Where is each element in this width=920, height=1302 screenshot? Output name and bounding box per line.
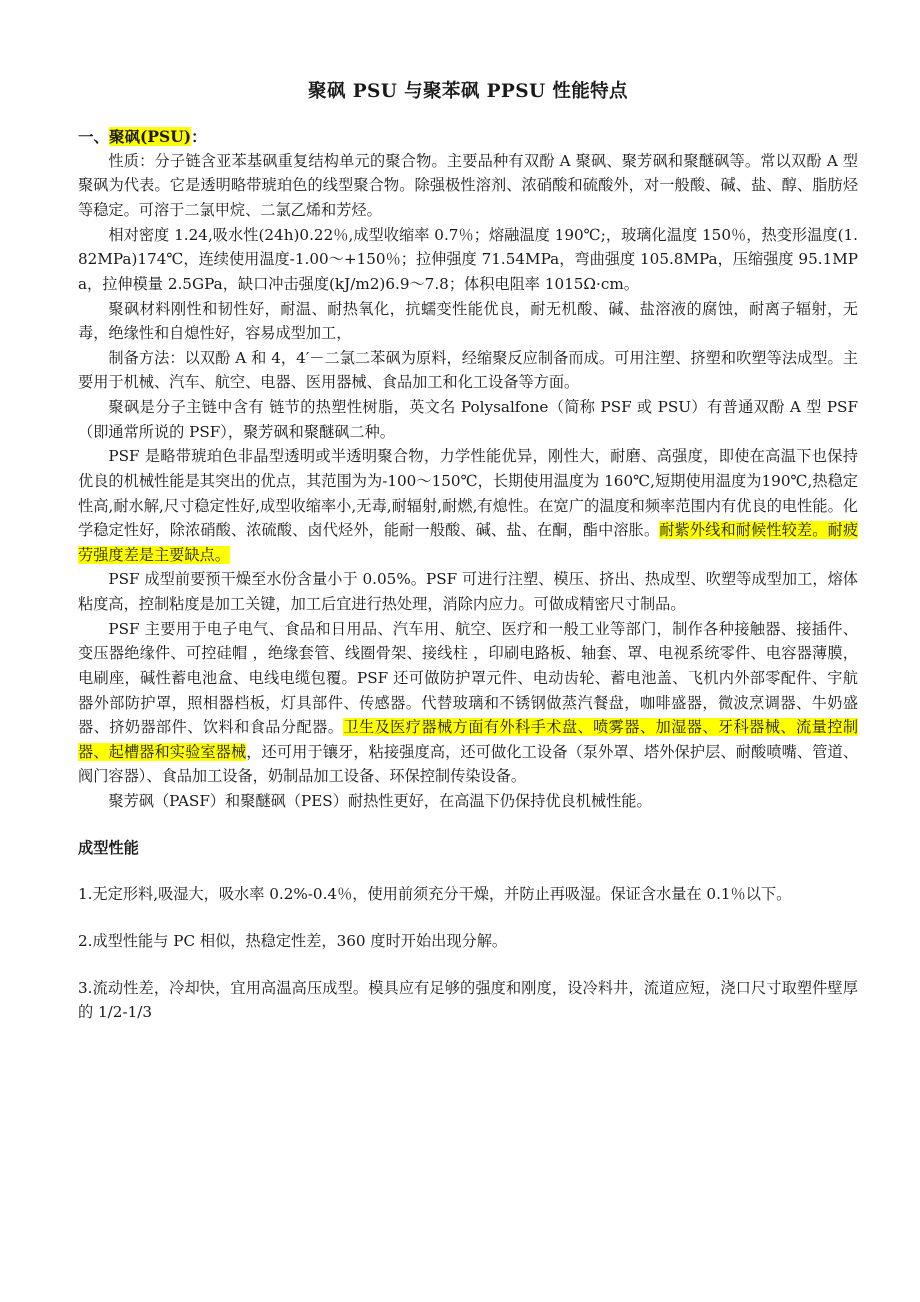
applications-text-tail: ，还可用于镶牙，粘接强度高，还可做化工设备（泵外罩、塔外保护层、耐酸喷嘴、管道、阀门容器）、食品加工设备，奶制品加工设备、环保控制传染设备。 <box>78 742 859 786</box>
section-heading-one <box>78 124 858 149</box>
paragraph-definition: 聚砜是分子主链中含有 链节的热塑性树脂，英文名 Polysalfone（简称 PSF 或 PSU）有普通双酚 A 型 PSF（即通常所说的 PSF），聚芳砜和聚醚砜二种。 <box>78 398 858 441</box>
paragraph-heat-resistance: 聚芳砜（PASF）和聚醚砜（PES）耐热性更好，在高温下仍保持优良机械性能。 <box>108 792 652 811</box>
list-item: 1.无定形料,吸湿大，吸水率 0.2%-0.4％，使用前须充分干燥，并防止再吸湿。保证含水量在 0.1％以下。 <box>78 885 792 904</box>
list-spacer-3 <box>78 954 858 976</box>
psf-properties-drawback-highlight: 耐紫外线和耐候性较差。耐疲劳强度差是主要缺点。 <box>78 521 859 564</box>
section-heading-colon: ： <box>191 126 207 146</box>
applications-medical-highlight: 卫生及医疗器械方面有外科手术盘、喷雾器、加湿器、牙科器械、流量控制器、起槽器和实验室器械 <box>78 718 859 761</box>
list-item: 2.成型性能与 PC 相似，热稳定性差，360 度时开始出现分解。 <box>78 931 508 950</box>
psf-properties-text: PSF 是略带琥珀色非晶型透明或半透明聚合物，力学性能优异，刚性大，耐磨、高强度，即使在高温下也保持优良的机械性能是其突出的优点，其范围为为-100～150℃，长期使用温度为 160℃,短期使用温度为190℃,热稳定性高,耐水解,尺寸稳定性好,成型收缩率小,无毒,耐辐射,耐燃,有熄性。在宽广的温度和频率范围内有优良的电性能。化学稳定性好，除浓硝酸、浓硫酸、卤代烃外，能耐一般酸、碱、盐、在酮，酯中溶胀。 <box>78 447 858 540</box>
section-heading-highlight: 聚砜(PSU) <box>109 126 192 146</box>
paragraph-molding-process: PSF 成型前要预干燥至水份含量小于 0.05%。PSF 可进行注塑、模压、挤出、热成型、吹塑等成型加工，熔体粘度高，控制粘度是加工关键，加工后宜进行热处理，消除内应力。可做成精密尺寸制品。 <box>78 570 858 614</box>
paragraph-psf-properties <box>78 444 858 567</box>
paragraph-properties: 性质：分子链含亚苯基砜重复结构单元的聚合物。主要品种有双酚 A 聚砜、聚芳砜和聚醚砜等。常以双酚 A 型聚砜为代表。它是透明略带琥珀色的线型聚合物。除强极性溶剂、浓硝酸和硫酸外，对一般酸、碱、盐、醇、脂肪烃等稳定。可溶于二氯甲烷、二氯乙烯和芳烃。 <box>78 151 858 220</box>
section-number-label: 一、 <box>78 126 110 146</box>
section-spacer <box>78 814 858 836</box>
paragraph-applications <box>78 617 858 789</box>
applications-text: PSF 主要用于电子电气、食品和日用品、汽车用、航空、医疗和一般工业等部门，制作各种接触器、接插件、变压器绝缘件、可控硅帽 ，绝缘套管、线圈骨架、接线柱 ，印刷电路板、轴套、罩、电视系统零件、电容器薄膜，电刷座，碱性蓄电池盒、电线电缆包覆。PSF 还可做防护罩元件、电动齿轮、蓄电池盖、飞机内外部零配件、宇航器外部防护罩，照相器档板，灯具部件、传感器。代替玻璃和不锈钢做蒸汽餐盘，咖啡盛器，微波烹调器、牛奶盛器、挤奶器部件、饮料和食品分配器。 <box>78 619 858 737</box>
paragraph-physical-data: 相对密度 1.24,吸水性(24h)0.22％,成型收缩率 0.7％；熔融温度 190℃;，玻璃化温度 150％，热变形温度(1.82MPa)174℃，连续使用温度-1.00～+150％；拉伸强度 71.54MPa，弯曲强度 105.8MPa，压缩强度 95.1MPa，拉伸模量 2.5GPa，缺口冲击强度(kJ/m2)6.9～7.8；体积电阻率 1015Ω·cm。 <box>78 225 858 293</box>
page-title: 聚砜 PSU 与聚苯砜 PPSU 性能特点 <box>308 81 628 102</box>
paragraph-material-features: 聚砜材料刚性和韧性好，耐温、耐热氧化，抗蠕变性能优良，耐无机酸、碱、盐溶液的腐蚀，耐离子辐射，无毒，绝缘性和自熄性好，容易成型加工， <box>78 299 858 343</box>
molding-performance-heading: 成型性能 <box>78 838 139 857</box>
list-spacer-1 <box>78 860 858 882</box>
list-spacer-2 <box>78 907 858 929</box>
paragraph-preparation-method: 制备方法：以双酚 A 和 4，4′－二氯二苯砜为原料，经缩聚反应制备而成。可用注塑、挤塑和吹塑等法成型。主要用于机械、汽车、航空、电器、医用器械、食品加工和化工设备等方面。 <box>78 348 858 392</box>
list-item: 3.流动性差，冷却快，宜用高温高压成型。模具应有足够的强度和刚度，设冷料井，流道应短，浇口尺寸取塑件壁厚的 1/2-1/3 <box>78 978 858 1022</box>
